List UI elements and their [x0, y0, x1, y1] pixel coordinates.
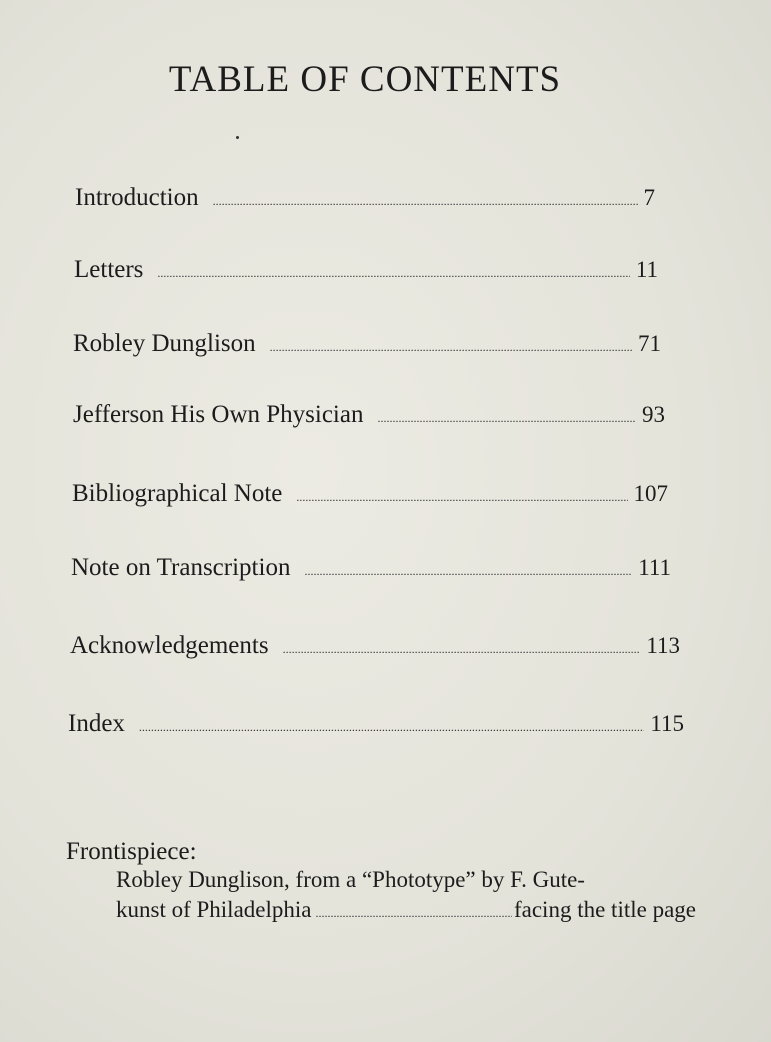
leader-dots [377, 411, 636, 426]
page-title: TABLE OF CONTENTS [168, 59, 562, 100]
toc-entry-page: 71 [638, 331, 661, 356]
toc-entry-robley-dunglison [73, 330, 661, 358]
frontispiece-line-2-end: facing the title page [513, 897, 696, 922]
toc-entry-label: Acknowledgements [70, 632, 269, 659]
toc-entry-label: Robley Dunglison [73, 330, 256, 357]
toc-entry-label: Index [68, 710, 125, 737]
leader-dots [304, 564, 632, 579]
toc-entry-index [68, 710, 684, 738]
leader-dots [270, 340, 632, 355]
leader-dots [213, 194, 638, 209]
toc-entry-page: 11 [635, 257, 658, 282]
frontispiece-heading: Frontispiece: [66, 838, 197, 865]
toc-entry-label: Letters [74, 256, 144, 283]
frontispiece-line-1: Robley Dunglison, from a “Phototype” by F. Gute- [116, 867, 585, 892]
toc-entry-label: Introduction [75, 184, 199, 211]
toc-entry-page: 111 [638, 555, 671, 580]
toc-entry-label: Jefferson His Own Physician [73, 401, 364, 428]
toc-entry-label: Note on Transcription [71, 554, 291, 581]
toc-entry-page: 93 [642, 402, 665, 427]
toc-entry-note-on-transcription [71, 554, 671, 582]
toc-entry-introduction [75, 184, 655, 212]
toc-entry-label: Bibliographical Note [72, 480, 283, 507]
leader-dots [139, 720, 644, 735]
frontispiece-line-2 [116, 897, 696, 923]
toc-entry-page: 115 [650, 711, 684, 736]
toc-entry-page: 7 [643, 185, 655, 210]
frontispiece-line-2-start: kunst of Philadelphia [116, 897, 312, 922]
leader-dots [315, 906, 512, 921]
toc-entry-letters [74, 256, 658, 284]
toc-entry-acknowledgements [70, 632, 680, 660]
leader-dots [296, 490, 627, 505]
toc-entry-page: 107 [633, 481, 668, 506]
ink-speck [236, 136, 239, 139]
toc-entry-bibliographical-note [72, 480, 668, 508]
leader-dots [157, 266, 629, 281]
leader-dots [283, 642, 641, 657]
toc-entry-jefferson [73, 401, 665, 429]
toc-entry-page: 113 [646, 633, 680, 658]
